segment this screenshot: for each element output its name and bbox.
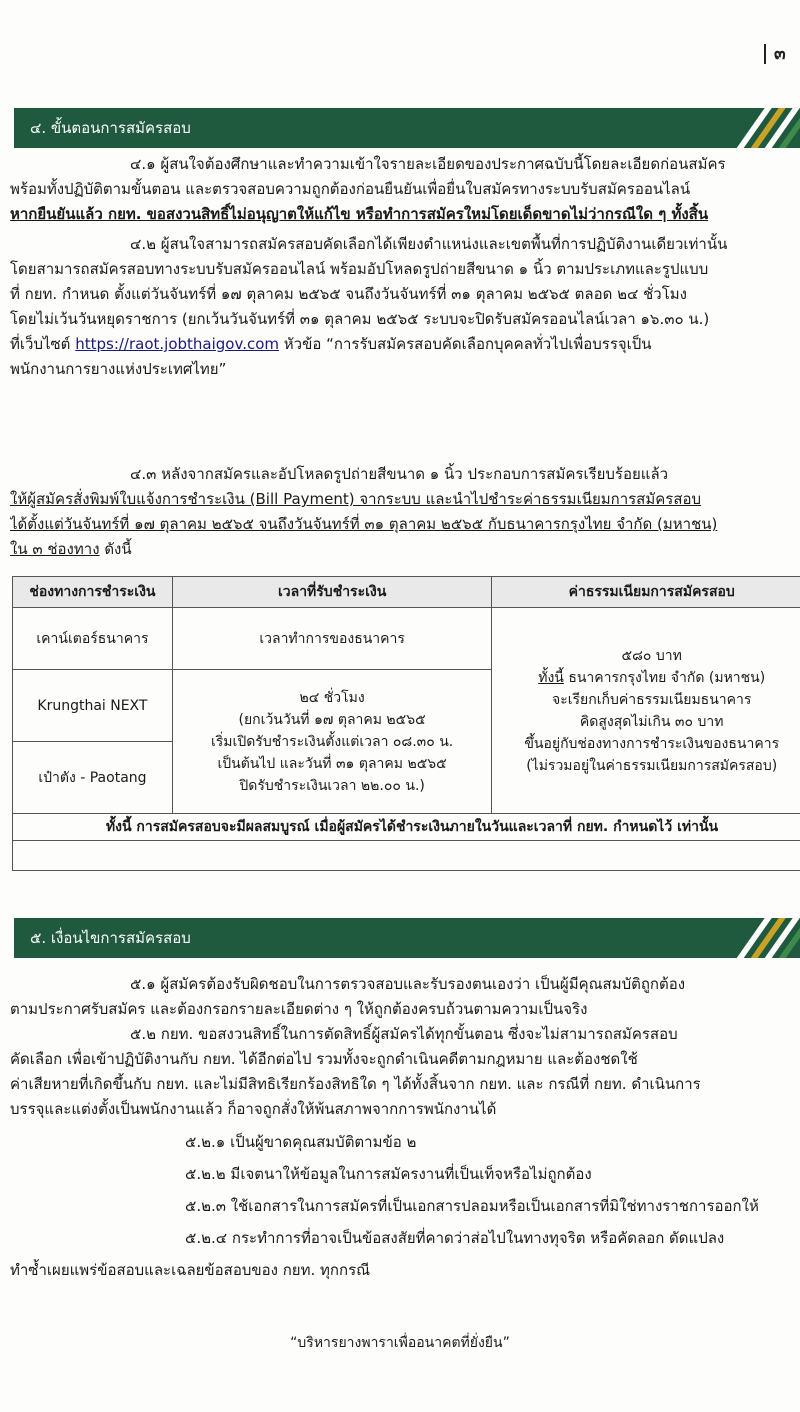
list-item: ๕.๒.๑ เป็นผู้ขาดคุณสมบัติตามข้อ ๒ (185, 1133, 417, 1151)
section-4-title: ๔. ขั้นตอนการสมัครสอบ (30, 119, 191, 137)
header-stripes-decoration (720, 108, 800, 148)
table-header-row (13, 577, 800, 608)
paragraph-4-2: ๔.๒ ผู้สนใจสามารถสมัครสอบคัดเลือกได้เพียงตำแหน่งและเขตพื้นที่การปฏิบัติงานเดียวเท่านั้น โดยสามารถสมัครสอบทางระบบรับสมัครออนไลน์ พร้อมอัปโหลดรูปถ่ายสีขนาด ๑ นิ้ว ตามประเภทและรูปแบบ ที่ กยท. กำหนด ตั้งแต่วันจันทร์ที่ ๑๗ ตุลาคม ๒๕๖๕ จนถึงวันจันทร์ที่ ๓๑ ตุลาคม ๒๕๖๕ ตลอด ๒๔ ชั่วโมง โดยไม่เว้นวันหยุดราชการ (ยกเว้นวันจันทร์ที่ ๓๑ ตุลาคม ๒๕๖๕ ระบบจะปิดรับสมัครออนไลน์เวลา ๑๖.๓๐ น.) ที่เว็บไซต์ https://raot.jobthaigov.com หัวข้อ “การรับสมัครสอบคัดเลือกบุคคลทั่วไปเพื่อบรรจุเป็น พนักงานการยางแห่งประเทศไทย” (10, 235, 728, 378)
section-5-title: ๕. เงื่อนไขการสมัครสอบ (30, 929, 191, 947)
section-4-header (14, 108, 800, 148)
list-item: ๕.๒.๒ มีเจตนาให้ข้อมูลในการสมัครงานที่เป็นเท็จหรือไม่ถูกต้อง (185, 1165, 592, 1183)
table-header: เวลาที่รับชำระเงิน (172, 577, 492, 608)
paragraph-5-2: ๕.๒ กยท. ขอสงวนสิทธิ์ในการตัดสิทธิ์ผู้สมัครได้ทุกขั้นตอน ซึ่งจะไม่สามารถสมัครสอบ คัดเลือก เพื่อเข้าปฏิบัติงานกับ กยท. ได้อีกต่อไป รวมทั้งจะถูกดำเนินคดีตามกฎหมาย และต้องชดใช้ ค่าเสียหายที่เกิดขึ้นกับ กยท. และไม่มีสิทธิเรียกร้องสิทธิใด ๆ ได้ทั้งสิ้นจาก กยท. และ กรณีที่ กยท. ดำเนินการ บรรจุและแต่งตั้งเป็นพนักงานแล้ว ก็อาจถูกสั่งให้พ้นสภาพจากการพนักงานได้ (10, 1025, 701, 1118)
table-empty-row (13, 841, 800, 871)
channel-cell: เคาน์เตอร์ธนาคาร (13, 608, 173, 670)
channel-cell: เป๋าตัง - Paotang (13, 742, 173, 814)
time-cell: ๒๔ ชั่วโมง (ยกเว้นวันที่ ๑๗ ตุลาคม ๒๕๖๕ เริ่มเปิดรับชำระเงินตั้งแต่เวลา ๐๘.๓๐ น. เป็นต้นไป และวันที่ ๓๑ ตุลาคม ๒๕๖๕ ปิดรับชำระเงินเวลา ๒๒.๐๐ น.) (172, 670, 492, 814)
payment-table (12, 576, 800, 871)
list-item: ๕.๒.๔ กระทำการที่อาจเป็นข้อสงสัยที่คาดว่าส่อไปในทางทุจริต หรือคัดลอก ดัดแปลง (185, 1229, 725, 1247)
channel-cell: Krungthai NEXT (13, 670, 173, 742)
fee-cell: ๕๘๐ บาท ทั้งนี้ ธนาคารกรุงไทย จำกัด (มหาชน) จะเรียกเก็บค่าธรรมเนียมธนาคาร คิดสูงสุดไม่เกิน ๓๐ บาท ขึ้นอยู่กับช่องทางการชำระเงินของธนาคาร (ไม่รวมอยู่ในค่าธรรมเนียมการสมัครสอบ) (492, 608, 800, 814)
website-link[interactable]: https://raot.jobthaigov.com (75, 335, 280, 353)
paragraph-4-1: ๔.๑ ผู้สนใจต้องศึกษาและทำความเข้าใจรายละเอียดของประกาศฉบับนี้โดยละเอียดก่อนสมัคร พร้อมทั้งปฏิบัติตามขั้นตอน และตรวจสอบความถูกต้องก่อนยืนยันเพื่อยื่นใบสมัครทางระบบรับสมัครออนไลน์ หากยืนยันแล้ว กยท. ขอสงวนสิทธิ์ไม่อนุญาตให้แก้ไข หรือทำการสมัครใหม่โดยเด็ดขาดไม่ว่ากรณีใด ๆ ทั้งสิ้น (10, 155, 726, 223)
header-stripes-decoration (720, 918, 800, 958)
table-header: ค่าธรรมเนียมการสมัครสอบ (492, 577, 800, 608)
time-cell: เวลาทำการของธนาคาร (172, 608, 492, 670)
paragraph-5-1: ๕.๑ ผู้สมัครต้องรับผิดชอบในการตรวจสอบและรับรองตนเองว่า เป็นผู้มีคุณสมบัติถูกต้อง ตามประกาศรับสมัคร และต้องกรอกรายละเอียดต่าง ๆ ให้ถูกต้องครบถ้วนตามความเป็นจริง (10, 975, 686, 1018)
list-item: ๕.๒.๓ ใช้เอกสารในการสมัครที่เป็นเอกสารปลอมหรือเป็นเอกสารที่มิใช่ทางราชการออกให้ (185, 1197, 759, 1215)
motto: “บริหารยางพาราเพื่ออนาคตที่ยั่งยืน” (290, 1335, 510, 1351)
table-header: ช่องทางการชำระเงิน (13, 577, 173, 608)
table-footer-note: ทั้งนี้ การสมัครสอบจะมีผลสมบูรณ์ เมื่อผู้สมัครได้ชำระเงินภายในวันและเวลาที่ กยท. กำหนดไว้ เท่านั้น (13, 814, 800, 841)
page-number: ๓ (760, 40, 800, 67)
paragraph-4-3: ๔.๓ หลังจากสมัครและอัปโหลดรูปถ่ายสีขนาด ๑ นิ้ว ประกอบการสมัครเรียบร้อยแล้ว ให้ผู้สมัครสั่งพิมพ์ใบแจ้งการชำระเงิน (Bill Payment) จากระบบ และนำไปชำระค่าธรรมเนียมการสมัครสอบ ได้ตั้งแต่วันจันทร์ที่ ๑๗ ตุลาคม ๒๕๖๕ จนถึงวันจันทร์ที่ ๓๑ ตุลาคม ๒๕๖๕ กับธนาคารกรุงไทย จำกัด (มหาชน) ใน ๓ ช่องทาง ดังนี้ (10, 465, 718, 558)
table-row (13, 608, 800, 670)
section-5-header (14, 918, 800, 958)
paragraph-5-2-sub: ๕.๒.๑ เป็นผู้ขาดคุณสมบัติตามข้อ ๒ ๕.๒.๒ มีเจตนาให้ข้อมูลในการสมัครงานที่เป็นเท็จหรือไม่ถูกต้อง ๕.๒.๓ ใช้เอกสารในการสมัครที่เป็นเอกสารปลอมหรือเป็นเอกสารที่มิใช่ทางราชการออกให้ ๕.๒.๔ กระทำการที่อาจเป็นข้อสงสัยที่คาดว่าส่อไปในทางทุจริต หรือคัดลอก ดัดแปลง ทำซ้ำเผยแพร่ข้อสอบและเฉลยข้อสอบของ กยท. ทุกกรณี (10, 1130, 800, 1283)
table-footer-row (13, 814, 800, 841)
